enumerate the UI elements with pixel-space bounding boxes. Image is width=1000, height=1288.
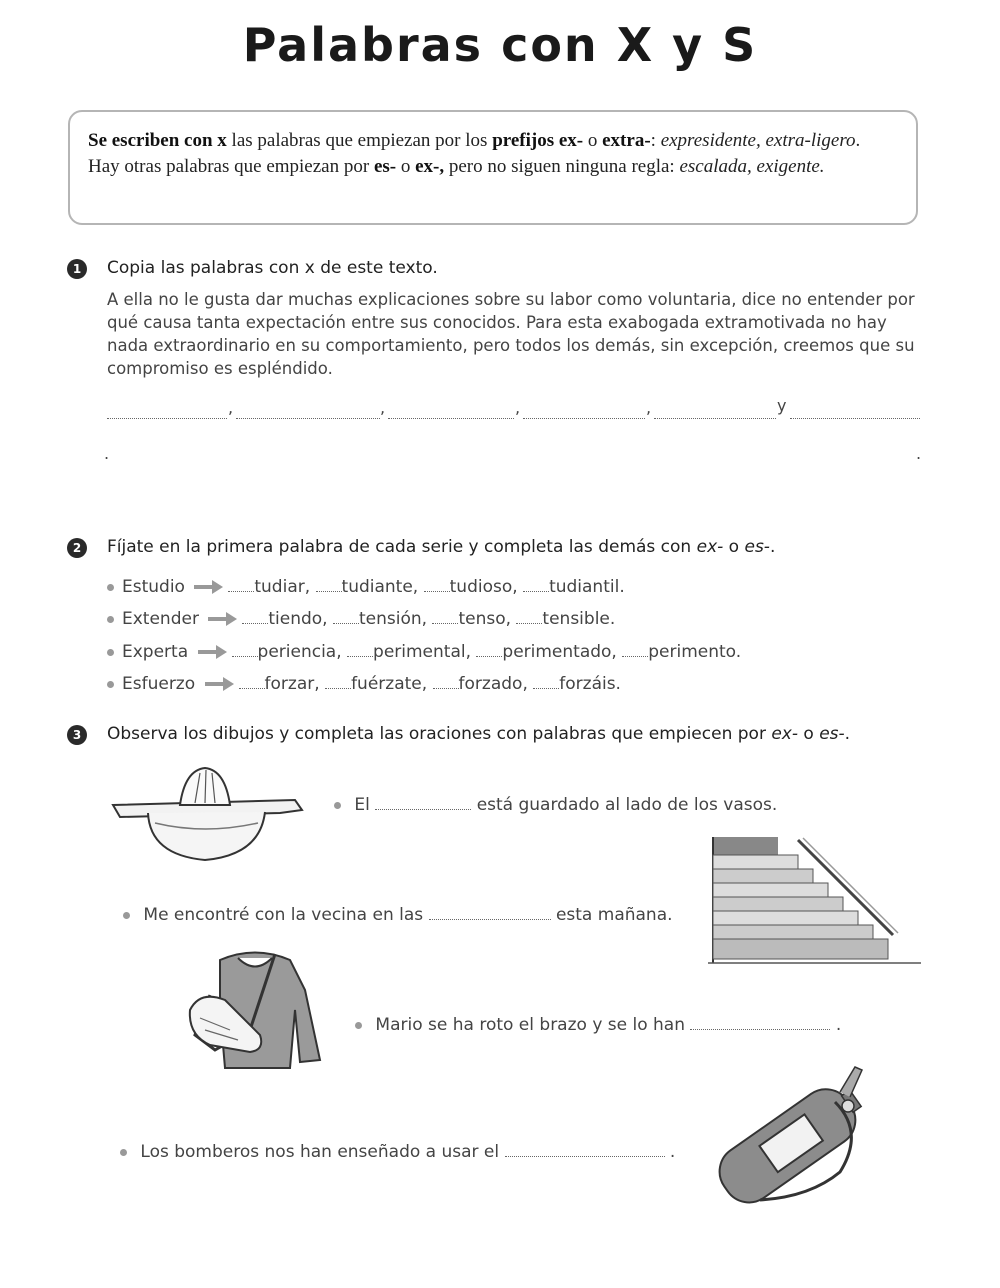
exercise-2-instruction [107, 537, 775, 557]
rule-text: o [396, 156, 416, 177]
rule-text: pero no siguen ninguna regla: [444, 156, 680, 177]
exercise-3-number: 3 [67, 725, 87, 745]
word-part: forzáis. [559, 674, 621, 694]
rule-example: expresidente, extra-ligero [660, 130, 856, 151]
separator-comma: , [228, 398, 234, 417]
instruction-text: o [798, 724, 820, 744]
answer-blank[interactable] [516, 609, 542, 624]
answer-blank[interactable] [429, 905, 551, 920]
sentence-text: . [835, 1015, 842, 1035]
answer-blank[interactable] [654, 417, 776, 419]
sling-illustration [180, 940, 330, 1070]
exercise-1-text: A ella no le gusta dar muchas explicaciones sobre su labor como voluntaria, dice no entender por qué causa tanta expectación entre sus conocidos. Para esta exabogada extramotivada no hay nada extraordinario en su comportamiento, pero todos los demás, sin excepción, creemos que su compromiso es espléndido. [107, 290, 915, 378]
rule-box [68, 110, 918, 225]
answer-blank[interactable] [242, 609, 268, 624]
separator-dot: . [104, 444, 110, 463]
separator-dot: . [916, 444, 922, 463]
rule-bold: extra- [602, 130, 651, 151]
answer-blank[interactable] [533, 674, 559, 689]
sentence-4 [120, 1142, 675, 1162]
instruction-prefix: ex- [771, 724, 798, 744]
arrow-right-icon [198, 644, 228, 660]
rule-bold: ex-, [415, 156, 445, 177]
word-part: forzar, [264, 674, 320, 694]
sentence-2 [123, 905, 673, 925]
sentence-text: El [354, 795, 370, 815]
word-part: perimento. [648, 642, 742, 662]
rule-text: o [583, 130, 603, 151]
answer-blank[interactable] [476, 642, 502, 657]
arrow-right-icon [194, 579, 224, 595]
exercise-1-number: 1 [67, 259, 87, 279]
answer-blank[interactable] [228, 577, 254, 592]
series-row [107, 609, 615, 629]
answer-blank[interactable] [433, 674, 459, 689]
rule-line-1 [88, 128, 898, 154]
answer-blank[interactable] [232, 642, 258, 657]
word-part: tenso, [458, 609, 512, 629]
answer-blank[interactable] [790, 417, 920, 419]
exercise-3-instruction [107, 724, 850, 744]
bullet-icon [120, 1149, 127, 1156]
rule-bold: Se escriben con x [88, 130, 227, 151]
series-row [107, 642, 741, 662]
separator-comma: , [646, 398, 652, 417]
rule-bold: prefijos ex- [492, 130, 584, 151]
arrow-right-icon [205, 676, 235, 692]
sentence-text: Mario se ha roto el brazo y se lo han [375, 1015, 686, 1035]
word-part: fuérzate, [351, 674, 428, 694]
bullet-icon [107, 616, 114, 623]
answer-blank[interactable] [347, 642, 373, 657]
series-word: Estudio [122, 577, 185, 597]
bullet-icon [334, 802, 341, 809]
exercise-2-number: 2 [67, 538, 87, 558]
word-part: periencia, [257, 642, 342, 662]
instruction-prefix: ex- [696, 537, 724, 557]
exercise-1-instruction: Copia las palabras con x de este texto. [107, 258, 438, 278]
bullet-icon [107, 649, 114, 656]
separator-comma: , [380, 398, 386, 417]
rule-text: : [650, 130, 661, 151]
answer-blank[interactable] [622, 642, 648, 657]
instruction-text: . [769, 537, 776, 557]
series-word: Experta [122, 642, 189, 662]
answer-blank[interactable] [316, 577, 342, 592]
bullet-icon [123, 912, 130, 919]
answer-blank[interactable] [424, 577, 450, 592]
word-part: tudiante, [341, 577, 419, 597]
sentence-3 [355, 1015, 841, 1035]
rule-bold: es- [373, 156, 397, 177]
answer-blank[interactable] [388, 417, 514, 419]
sentence-text: Los bomberos nos han enseñado a usar el [140, 1142, 500, 1162]
arrow-right-icon [208, 611, 238, 627]
page-title: Palabras con X y S [242, 18, 758, 72]
word-part: perimentado, [502, 642, 617, 662]
juicer-illustration [110, 765, 305, 865]
separator-y: y [777, 396, 787, 415]
instruction-text: Observa los dibujos y completa las oraciones con palabras que empiecen por [107, 724, 772, 744]
sentence-text: está guardado al lado de los vasos. [476, 795, 778, 815]
instruction-text: o [723, 537, 745, 557]
answer-blank[interactable] [505, 1142, 665, 1157]
fire-extinguisher-illustration [700, 1062, 872, 1204]
instruction-text: Fíjate en la primera palabra de cada serie y completa las demás con [107, 537, 697, 557]
series-row [107, 577, 625, 597]
bullet-icon [107, 584, 114, 591]
answer-blank[interactable] [523, 417, 645, 419]
bullet-icon [355, 1022, 362, 1029]
answer-blank[interactable] [690, 1015, 830, 1030]
word-part: tensible. [542, 609, 616, 629]
rule-text: las palabras que empiezan por los [226, 130, 493, 151]
answer-blank[interactable] [432, 609, 458, 624]
sentence-1 [334, 795, 777, 815]
instruction-prefix: es- [819, 724, 845, 744]
answer-blank[interactable] [325, 674, 351, 689]
word-part: forzado, [458, 674, 528, 694]
sentence-text: Me encontré con la vecina en las [143, 905, 424, 925]
sentence-text: . [669, 1142, 676, 1162]
word-part: perimental, [373, 642, 471, 662]
rule-example: escalada, exigente. [679, 156, 825, 177]
word-part: tudiar, [254, 577, 311, 597]
rule-line-2 [88, 154, 898, 180]
answer-blank[interactable] [333, 609, 359, 624]
word-part: tensión, [358, 609, 428, 629]
bullet-icon [107, 681, 114, 688]
rule-text: . [855, 130, 861, 151]
separator-comma: , [515, 398, 521, 417]
series-word: Esfuerzo [122, 674, 196, 694]
answer-blank[interactable] [236, 417, 380, 419]
answer-blank[interactable] [375, 795, 471, 810]
instruction-prefix: es- [744, 537, 770, 557]
word-part: tiendo, [268, 609, 328, 629]
series-row [107, 674, 621, 694]
answer-blank[interactable] [107, 417, 227, 419]
word-part: tudioso, [449, 577, 518, 597]
answer-blank[interactable] [239, 674, 265, 689]
answer-blank[interactable] [523, 577, 549, 592]
sentence-text: esta mañana. [555, 905, 673, 925]
instruction-text: . [844, 724, 851, 744]
stairs-illustration [708, 835, 923, 967]
rule-text: Hay otras palabras que empiezan por [88, 156, 374, 177]
word-part: tudiantil. [549, 577, 625, 597]
series-word: Extender [122, 609, 199, 629]
